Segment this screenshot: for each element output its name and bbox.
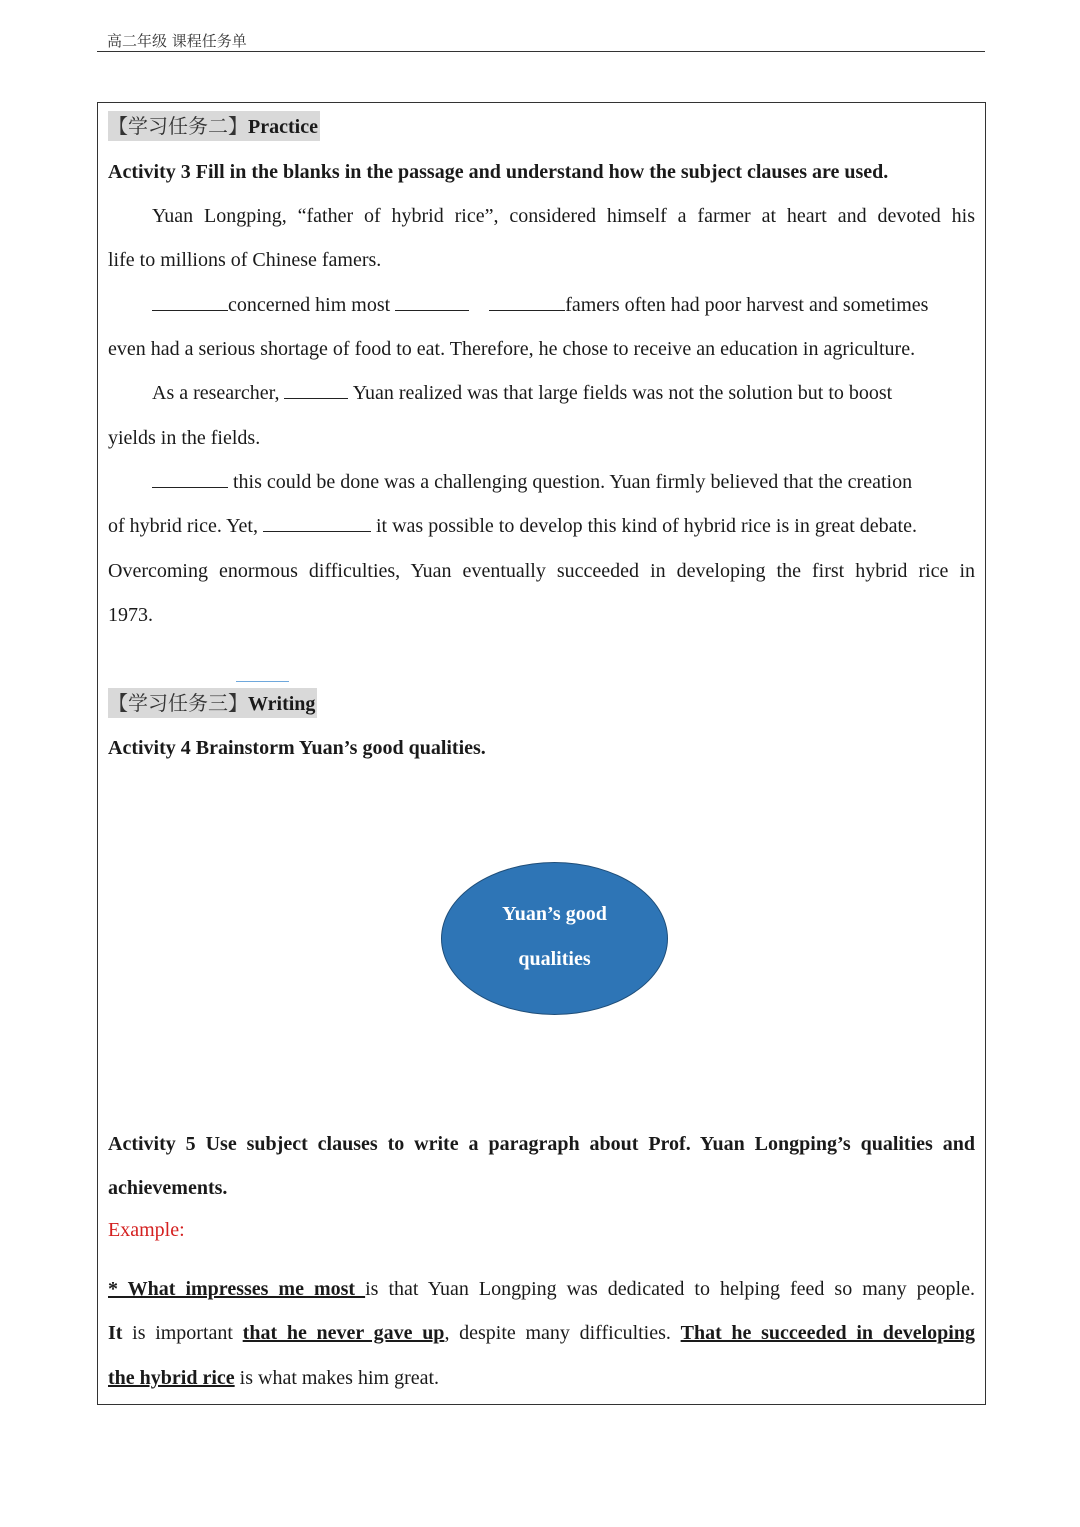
blank-4[interactable] — [284, 380, 348, 399]
example-t1: is that Yuan Longping was dedicated to helping feed so many people. — [365, 1278, 975, 1300]
task3-tag — [108, 688, 317, 718]
passage-p1-line2: life to millions of Chinese famers. — [108, 249, 382, 271]
example-line3 — [108, 1365, 975, 1391]
example-t3: is what makes him great. — [234, 1367, 440, 1389]
passage-p3-line1 — [152, 380, 975, 406]
passage-p3-line2: yields in the fields. — [108, 427, 261, 449]
example-line1 — [108, 1276, 975, 1302]
example-u2: that he never gave up — [242, 1322, 445, 1344]
p4-text-c: it was possible to develop this kind of hybrid rice is in great debate. — [375, 515, 917, 537]
p2-text-a: concerned him most — [228, 294, 391, 316]
task2-tag — [108, 111, 320, 141]
blank-2[interactable] — [395, 292, 469, 311]
page-header — [97, 30, 985, 52]
p3-text-a: As a researcher, — [152, 382, 280, 404]
activity5-title-line2: achievements. — [108, 1177, 228, 1199]
activity3-title: Activity 3 Fill in the blanks in the passage and understand how the subject clauses are used. — [108, 161, 889, 183]
passage-p1-line1: Yuan Longping, “father of hybrid rice”, considered himself a farmer at heart and devoted his — [152, 205, 975, 227]
activity4-title: Activity 4 Brainstorm Yuan’s good qualities. — [108, 737, 486, 759]
ellipse-text-line2: qualities — [518, 948, 591, 970]
ellipse-text-line1: Yuan’s good — [502, 903, 607, 925]
example-line2 — [108, 1320, 975, 1346]
task3-tag-cn: 【学习任务三】 — [108, 691, 248, 715]
example-t2a: is important — [122, 1322, 243, 1344]
example-u1: * What impresses me most — [108, 1278, 366, 1300]
blank-3[interactable] — [489, 292, 565, 311]
stray-mark — [236, 681, 289, 682]
blank-6[interactable] — [263, 513, 371, 532]
p2-text-b: famers often had poor harvest and sometimes — [565, 294, 929, 316]
p4-text-b: of hybrid rice. Yet, — [108, 515, 258, 537]
p4-text-a: this could be done was a challenging question. Yuan firmly believed that the creation — [233, 471, 913, 493]
blank-5[interactable] — [152, 469, 228, 488]
task3-tag-en: Writing — [248, 693, 316, 715]
passage-p4-line1 — [152, 469, 975, 495]
example-u4: the hybrid rice — [108, 1367, 235, 1389]
passage-p2-line2: even had a serious shortage of food to eat. Therefore, he chose to receive an education in agriculture. — [108, 338, 916, 360]
example-label: Example: — [108, 1219, 185, 1241]
passage-p4-line4: 1973. — [108, 604, 153, 626]
p3-text-b: Yuan realized was that large fields was not the solution but to boost — [352, 382, 893, 404]
blank-1[interactable] — [152, 292, 228, 311]
task2-tag-en: Practice — [248, 116, 318, 138]
passage-p4-line2 — [108, 513, 975, 539]
brainstorm-ellipse — [441, 862, 668, 1015]
header-text: 高二年级 课程任务单 — [107, 32, 247, 50]
example-u3: That he succeeded in developing — [680, 1322, 975, 1344]
passage-p2-line1 — [152, 292, 975, 318]
example-it: It — [108, 1322, 123, 1344]
activity5-title-line1: Activity 5 Use subject clauses to write a paragraph about Prof. Yuan Longping’s qualities and — [108, 1133, 975, 1155]
example-t2b: , despite many difficulties. — [444, 1322, 681, 1344]
passage-p4-line3: Overcoming enormous difficulties, Yuan eventually succeeded in developing the first hybrid rice in — [108, 560, 975, 582]
task2-tag-cn: 【学习任务二】 — [108, 114, 248, 138]
